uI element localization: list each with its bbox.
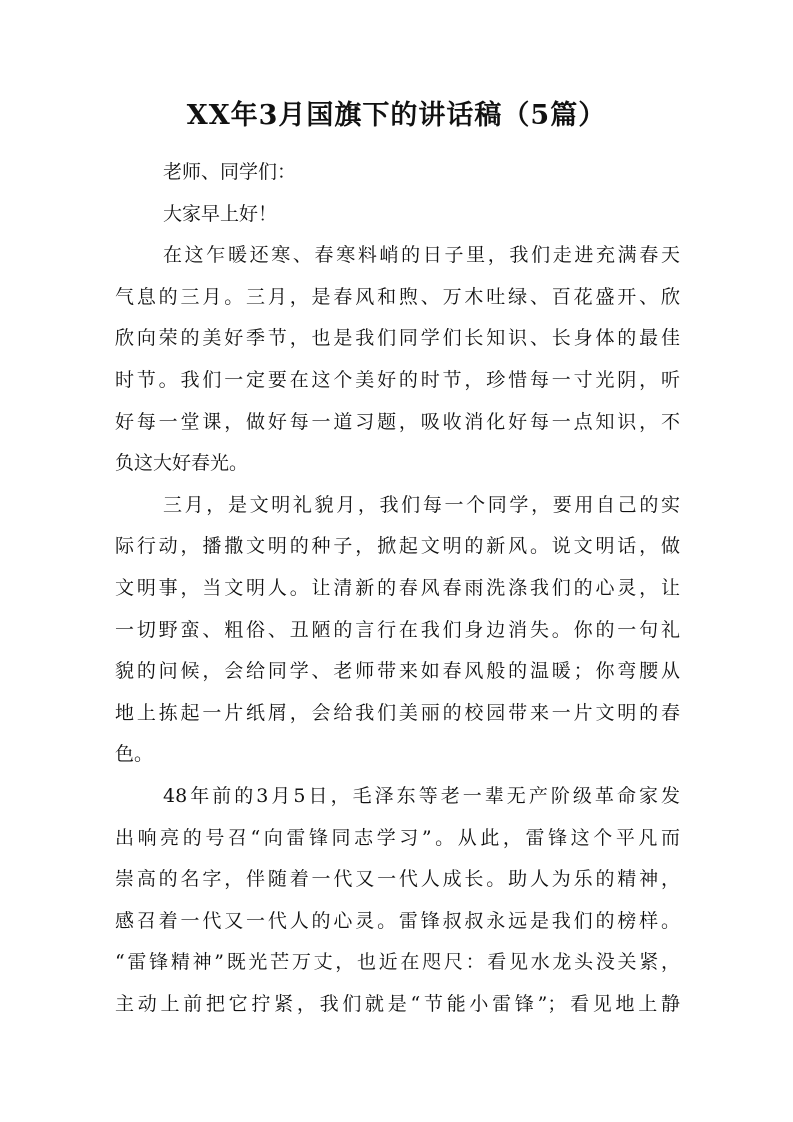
- body-line: 老师、同学们：: [163, 161, 297, 183]
- body-line: 出响亮的号召“向雷锋同志学习”。从此，雷锋这个平凡而: [115, 826, 680, 849]
- body-line: 48年前的3月5日，毛泽东等老一辈无产阶级革命家发: [163, 784, 680, 807]
- body-line: 负这大好春光。: [115, 452, 249, 475]
- body-line: 文明事，当文明人。让清新的春风春雨洗涤我们的心灵，让: [115, 576, 680, 599]
- body-line: 气息的三月。三月，是春风和煦、万木吐绿、百花盛开、欣: [115, 285, 680, 308]
- body-line: 三月，是文明礼貌月，我们每一个同学，要用自己的实: [163, 493, 680, 516]
- body-line: 在这乍暖还寒、春寒料峭的日子里，我们走进充满春天: [163, 244, 680, 267]
- body-line: 色。: [115, 743, 154, 766]
- body-line: “雷锋精神”既光芒万丈，也近在咫尺：看见水龙头没关紧，: [115, 951, 680, 974]
- body-line: 大家早上好！: [163, 202, 278, 225]
- document-body: [115, 152, 680, 1025]
- body-line: 时节。我们一定要在这个美好的时节，珍惜每一寸光阴，听: [115, 368, 680, 391]
- body-line: 欣向荣的美好季节，也是我们同学们长知识、长身体的最佳: [115, 327, 680, 350]
- body-line: 主动上前把它拧紧，我们就是“节能小雷锋”；看见地上静: [115, 992, 680, 1015]
- body-line: 好每一堂课，做好每一道习题，吸收消化好每一点知识，不: [115, 410, 680, 433]
- body-line: 感召着一代又一代人的心灵。雷锋叔叔永远是我们的榜样。: [115, 909, 680, 932]
- body-line: 际行动，播撒文明的种子，掀起文明的新风。说文明话，做: [115, 535, 680, 558]
- document-title: XX年3月国旗下的讲话稿（5篇）: [186, 100, 607, 131]
- body-line: 一切野蛮、粗俗、丑陋的言行在我们身边消失。你的一句礼: [115, 618, 680, 641]
- body-line: 貌的问候，会给同学、老师带来如春风般的温暖；你弯腰从: [115, 660, 680, 683]
- body-line: 地上拣起一片纸屑，会给我们美丽的校园带来一片文明的春: [115, 701, 680, 724]
- body-line: 崇高的名字，伴随着一代又一代人成长。助人为乐的精神，: [115, 868, 680, 891]
